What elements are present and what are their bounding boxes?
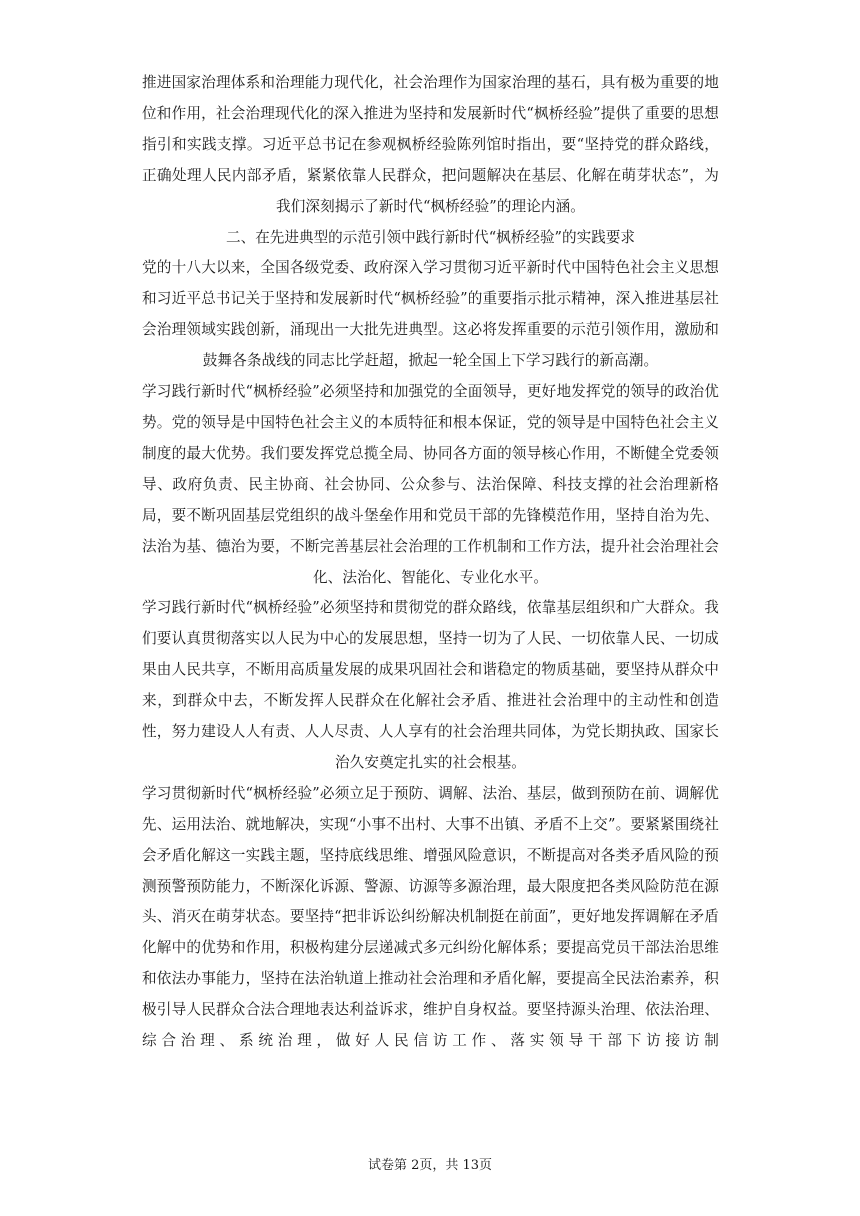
- paragraph-prevention-mediation: 学习贯彻新时代“枫桥经验”必须立足于预防、调解、法治、基层，做到预防在前、调解优先、运用法治、就地解决，实现“小事不出村、大事不出镇、矛盾不上交”。要紧紧围绕社会矛盾化解这一实践主题，坚持底线思维、增强风险意识，不断提高对各类矛盾风险的预测预警预防能力，不断深化诉源、警源、访源等多源治理，最大限度把各类风险防范在源头、消灭在萌芽状态。要坚持“把非诉讼纠纷解决机制挺在前面”，更好地发挥调解在矛盾化解中的优势和作用，积极构建分层递减式多元纠纷化解体系；要提高党员干部法治思维和依法办事能力，坚持在法治轨道上推动社会治理和矛盾化解，要提高全民法治素养，积极引导人民群众合法合理地表达利益诉求，维护自身权益。要坚持源头治理、依法治理、综合治理、系统治理，做好人民信访工作、落实领导干部下访接访制: [142, 784, 719, 1050]
- paragraph-typical-examples: 党的十八大以来，全国各级党委、政府深入学习贯彻习近平新时代中国特色社会主义思想和习近平总书记关于坚持和发展新时代“枫桥经验”的重要指示批示精神，深入推进基层社会治理领域实践创新，涌现出一大批先进典型。这必将发挥重要的示范引领作用，激励和鼓舞各条战线的同志比学赶超，掀起一轮全国上下学习践行的新高潮。: [142, 259, 719, 370]
- paragraph-party-leadership: 学习践行新时代“枫桥经验”必须坚持和加强党的全面领导，更好地发挥党的领导的政治优势。党的领导是中国特色社会主义的本质特征和根本保证，党的领导是中国特色社会主义制度的最大优势。我们要发挥党总揽全局、协同各方面的领导核心作用，不断健全党委领导、政府负责、民主协商、社会协同、公众参与、法治保障、科技支撑的社会治理新格局，要不断巩固基层党组织的战斗堡垒作用和党员干部的先锋模范作用，坚持自治为先、法治为基、德治为要，不断完善基层社会治理的工作机制和工作方法，提升社会治理社会化、法治化、智能化、专业化水平。: [142, 383, 719, 586]
- section-heading-2: 二、在先进典型的示范引领中践行新时代“枫桥经验”的实践要求: [226, 228, 635, 246]
- paragraph-mass-line: 学习践行新时代“枫桥经验”必须坚持和贯彻党的群众路线，依靠基层组织和广大群众。我们要认真贯彻落实以人民为中心的发展思想，坚持一切为了人民、一切依靠人民、一切成果由人民共享，不断用高质量发展的成果巩固社会和谐稳定的物质基础，要坚持从群众中来，到群众中去，不断发挥人民群众在化解社会矛盾、推进社会治理中的主动性和创造性，努力建设人人有责、人人尽责、人人享有的社会治理共同体，为党长期执政、国家长治久安奠定扎实的社会根基。: [142, 599, 719, 771]
- page-footer: 试卷第 2页，共 13页: [367, 1158, 493, 1173]
- paragraph-governance-intro: 推进国家治理体系和治理能力现代化，社会治理作为国家治理的基石，具有极为重要的地位和作用，社会治理现代化的深入推进为坚持和发展新时代“枫桥经验”提供了重要的思想指引和实践支撑。习近平总书记在参观枫桥经验陈列馆时指出，要“坚持党的群众路线，正确处理人民内部矛盾，紧紧依靠人民群众，把问题解决在基层、化解在萌芽状态”，为我们深刻揭示了新时代“枫桥经验”的理论内涵。: [142, 74, 719, 215]
- document-body: [142, 68, 719, 1057]
